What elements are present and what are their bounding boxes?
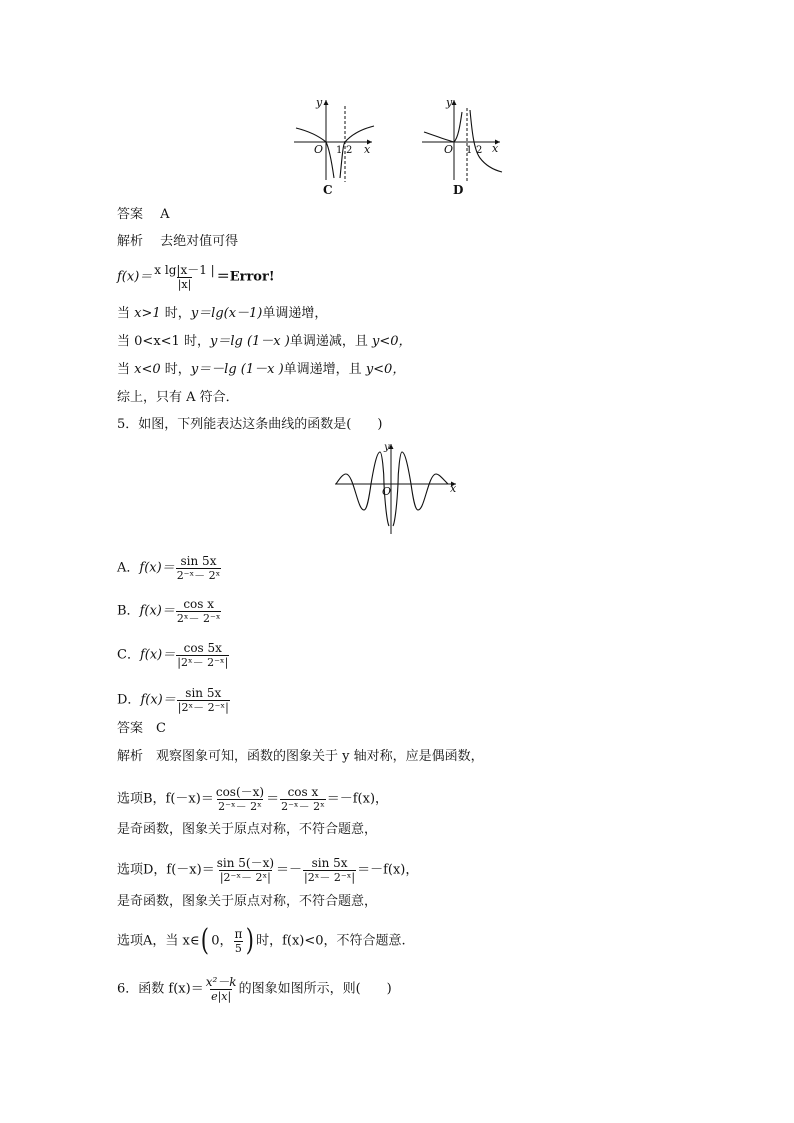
y-axis-label: y <box>316 96 323 109</box>
fraction: $\frac{\text{x lg|x－1 |}}{|x|}$ <box>154 263 215 291</box>
y-axis-label: y <box>446 96 453 109</box>
graph-d <box>420 92 510 184</box>
origin-label: O <box>382 485 392 498</box>
q5-option-b-note: 是奇函数，图象关于原点对称，不符合题意， <box>117 822 378 837</box>
q6-stem: 6．函数 f(x)＝ $\frac{\text{x²－k}}{e|x|}$ 的图象如图所示，则( ) <box>117 975 392 1003</box>
q5-option-d: D．f(x)＝ $\frac{\sin 5x}{\text{|2ˣ－ 2⁻ˣ|}}$ <box>117 686 229 714</box>
answer-label: 答案 <box>117 207 144 222</box>
analysis-text: 去绝对值可得 <box>160 234 239 249</box>
q5-option-d-analysis: 选项D，f(－x)＝ $\frac{\sin 5(-x)}{\text{|2⁻ˣ－ 2ˣ|}}$ ＝－ $\frac{\sin 5x}{\text{|2ˣ－ 2⁻ˣ|}}$ ＝－f(x)， <box>117 856 419 884</box>
q4-case1: 当 x>1 时，y＝lg(x－1)单调递增， <box>117 306 328 321</box>
q5-option-c: C．f(x)＝ $\frac{\cos 5x}{\text{|2ˣ－ 2⁻ˣ|}}$ <box>117 641 229 669</box>
graph-q5 <box>332 438 462 536</box>
q5-stem: 5．如图，下列能表达这条曲线的函数是( ) <box>117 417 383 432</box>
q5-option-d-note: 是奇函数，图象关于原点对称，不符合题意， <box>117 894 378 909</box>
x-axis-label: x <box>492 142 499 155</box>
q4-case3: 当 x<0 时，y＝－lg (1－x )单调递增，且 y<0， <box>117 362 406 377</box>
origin-label: O <box>314 143 324 156</box>
q4-conclusion: 综上，只有 A 符合． <box>117 390 239 405</box>
graph-c <box>290 92 380 184</box>
q4-formula: f(x)＝ $\frac{\text{x lg|x－1 |}}{|x|}$ ＝Error! <box>117 263 275 291</box>
analysis-label: 解析 <box>117 234 144 249</box>
q5-analysis-intro: 解析 观察图象可知，函数的图象关于 y 轴对称，应是偶函数， <box>117 749 484 764</box>
answer-value: A <box>160 207 170 222</box>
graph-c-label: C <box>323 183 333 197</box>
q5-option-a-analysis: 选项A，当 x∈( 0， $\frac{\pi}{5}$ ) 时，f(x)<0，不符合题意. <box>117 923 406 958</box>
x-axis-label: x <box>364 143 371 156</box>
q5-answer: 答案 C <box>117 721 166 736</box>
y-axis-label: y <box>384 442 390 453</box>
graph-d-label: D <box>453 183 464 197</box>
tick-label: 2 <box>346 145 353 156</box>
tick-label: 1 <box>466 145 473 156</box>
q4-analysis-intro <box>117 233 238 251</box>
q4-case2: 当 0<x<1 时，y＝lg (1－x )单调递减，且 y<0， <box>117 334 412 349</box>
origin-label: O <box>444 143 454 156</box>
tick-label: 1 <box>336 145 343 156</box>
q4-answer <box>117 206 170 224</box>
q5-option-b-analysis: 选项B，f(－x)＝ $\frac{\cos(-x)}{\text{2⁻ˣ－ 2ˣ}}$ ＝ $\frac{\text{cos x}}{\text{2⁻ˣ－ 2ˣ}}$ ＝－f(x)， <box>117 785 389 813</box>
q5-option-b: B．f(x)＝ $\frac{\text{cos x}}{\text{2ˣ－ 2⁻ˣ}}$ <box>117 597 221 625</box>
tick-label: 2 <box>476 145 483 156</box>
q5-option-a: A．f(x)＝ $\frac{\sin 5x}{\text{2⁻ˣ－ 2ˣ}}$ <box>117 554 221 582</box>
x-axis-label: x <box>450 482 457 495</box>
